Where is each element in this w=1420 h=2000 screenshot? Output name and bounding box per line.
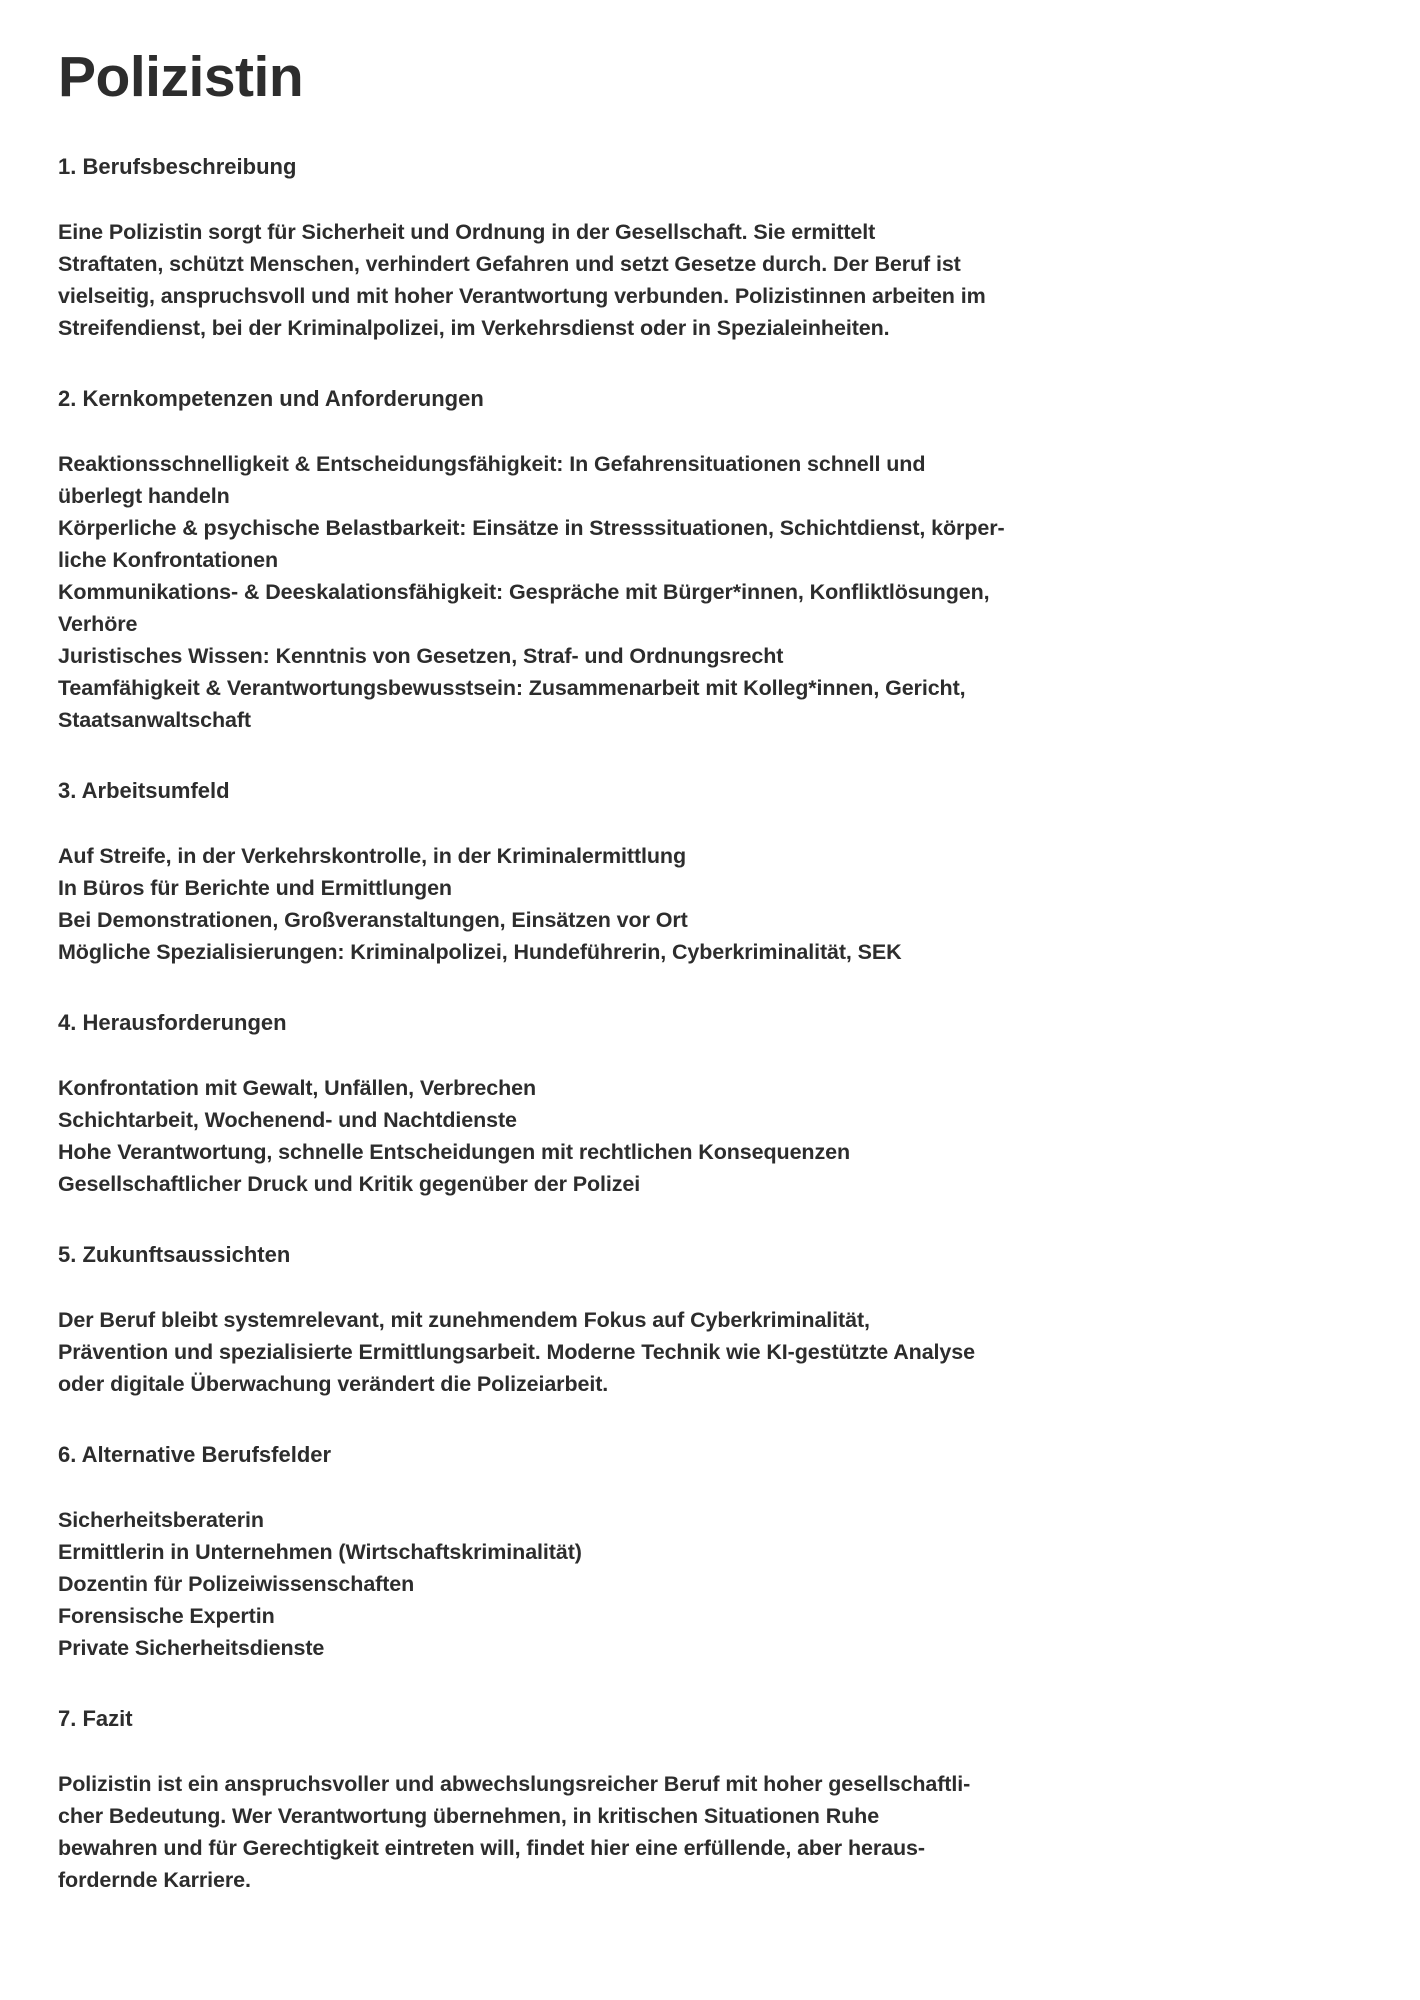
text-line: Forensische Expertin [58, 1603, 275, 1628]
text-line: Juristisches Wissen: Kenntnis von Gesetzen, Straf- und Ordnungsrecht [58, 643, 784, 668]
text-line: Der Beruf bleibt systemrelevant, mit zunehmendem Fokus auf Cyberkriminalität, [58, 1307, 870, 1332]
text-line: Sicherheitsberaterin [58, 1507, 264, 1532]
text-line: Straftaten, schützt Menschen, verhindert Gefahren und setzt Gesetze durch. Der Beruf ist [58, 251, 961, 276]
section-paragraph [58, 1304, 1362, 1400]
text-line: cher Bedeutung. Wer Verantwortung übernehmen, in kritischen Situationen Ruhe [58, 1803, 880, 1828]
text-line: fordernde Karriere. [58, 1867, 251, 1892]
section-heading: 5. Zukunftsaussichten [58, 1241, 291, 1267]
section-paragraph [58, 448, 1362, 736]
section-paragraph [58, 1768, 1362, 1896]
text-line: Dozentin für Polizeiwissenschaften [58, 1571, 415, 1596]
section-paragraph [58, 840, 1362, 968]
text-line: oder digitale Überwachung verändert die Polizeiarbeit. [58, 1371, 609, 1396]
section-paragraph [58, 1072, 1362, 1200]
text-line: Auf Streife, in der Verkehrskontrolle, in der Kriminalermittlung [58, 843, 686, 868]
text-line: liche Konfrontationen [58, 547, 279, 572]
text-line: Gesellschaftlicher Druck und Kritik gegenüber der Polizei [58, 1171, 641, 1196]
text-line: vielseitig, anspruchsvoll und mit hoher Verantwortung verbunden. Polizistinnen arbeiten im [58, 283, 986, 308]
text-line: Polizistin ist ein anspruchsvoller und abwechslungsreicher Beruf mit hoher gesellschaftli- [58, 1771, 971, 1796]
text-line: Bei Demonstrationen, Großveranstaltungen, Einsätzen vor Ort [58, 907, 688, 932]
document-section [58, 775, 1362, 968]
section-heading: 1. Berufsbeschreibung [58, 153, 297, 179]
text-line: Streifendienst, bei der Kriminalpolizei, im Verkehrsdienst oder in Spezialeinheiten. [58, 315, 890, 340]
text-line: überlegt handeln [58, 483, 230, 508]
text-line: Ermittlerin in Unternehmen (Wirtschaftskriminalität) [58, 1539, 582, 1564]
text-line: In Büros für Berichte und Ermittlungen [58, 875, 452, 900]
page-title: Polizistin [58, 45, 304, 109]
text-line: Private Sicherheitsdienste [58, 1635, 325, 1660]
text-line: Prävention und spezialisierte Ermittlungsarbeit. Moderne Technik wie KI-gestützte Analyse [58, 1339, 975, 1364]
section-heading: 2. Kernkompetenzen und Anforderungen [58, 385, 484, 411]
document-section [58, 383, 1362, 736]
section-heading: 3. Arbeitsumfeld [58, 777, 230, 803]
text-line: Schichtarbeit, Wochenend- und Nachtdienste [58, 1107, 517, 1132]
section-heading: 6. Alternative Berufsfelder [58, 1441, 332, 1467]
section-paragraph [58, 1504, 1362, 1664]
section-paragraph [58, 216, 1362, 344]
text-line: Teamfähigkeit & Verantwortungsbewusstsein: Zusammenarbeit mit Kolleg*innen, Gericht, [58, 675, 966, 700]
document-content [58, 151, 1362, 1896]
document-section [58, 1703, 1362, 1896]
document-section [58, 1007, 1362, 1200]
section-heading: 7. Fazit [58, 1705, 133, 1731]
text-line: Hohe Verantwortung, schnelle Entscheidungen mit rechtlichen Konsequenzen [58, 1139, 851, 1164]
text-line: Konfrontation mit Gewalt, Unfällen, Verbrechen [58, 1075, 537, 1100]
section-heading: 4. Herausforderungen [58, 1009, 287, 1035]
document-section [58, 1239, 1362, 1400]
document-section [58, 151, 1362, 344]
text-line: Kommunikations- & Deeskalationsfähigkeit: Gespräche mit Bürger*innen, Konfliktlösungen, [58, 579, 990, 604]
text-line: Körperliche & psychische Belastbarkeit: Einsätze in Stresssituationen, Schichtdienst, körper- [58, 515, 1005, 540]
text-line: Reaktionsschnelligkeit & Entscheidungsfähigkeit: In Gefahrensituationen schnell und [58, 451, 926, 476]
text-line: Staatsanwaltschaft [58, 707, 251, 732]
document-section [58, 1439, 1362, 1664]
text-line: Eine Polizistin sorgt für Sicherheit und Ordnung in der Gesellschaft. Sie ermittelt [58, 219, 876, 244]
text-line: Mögliche Spezialisierungen: Kriminalpolizei, Hundeführerin, Cyberkriminalität, SEK [58, 939, 902, 964]
text-line: Verhöre [58, 611, 138, 636]
text-line: bewahren und für Gerechtigkeit eintreten will, findet hier eine erfüllende, aber heraus- [58, 1835, 925, 1860]
